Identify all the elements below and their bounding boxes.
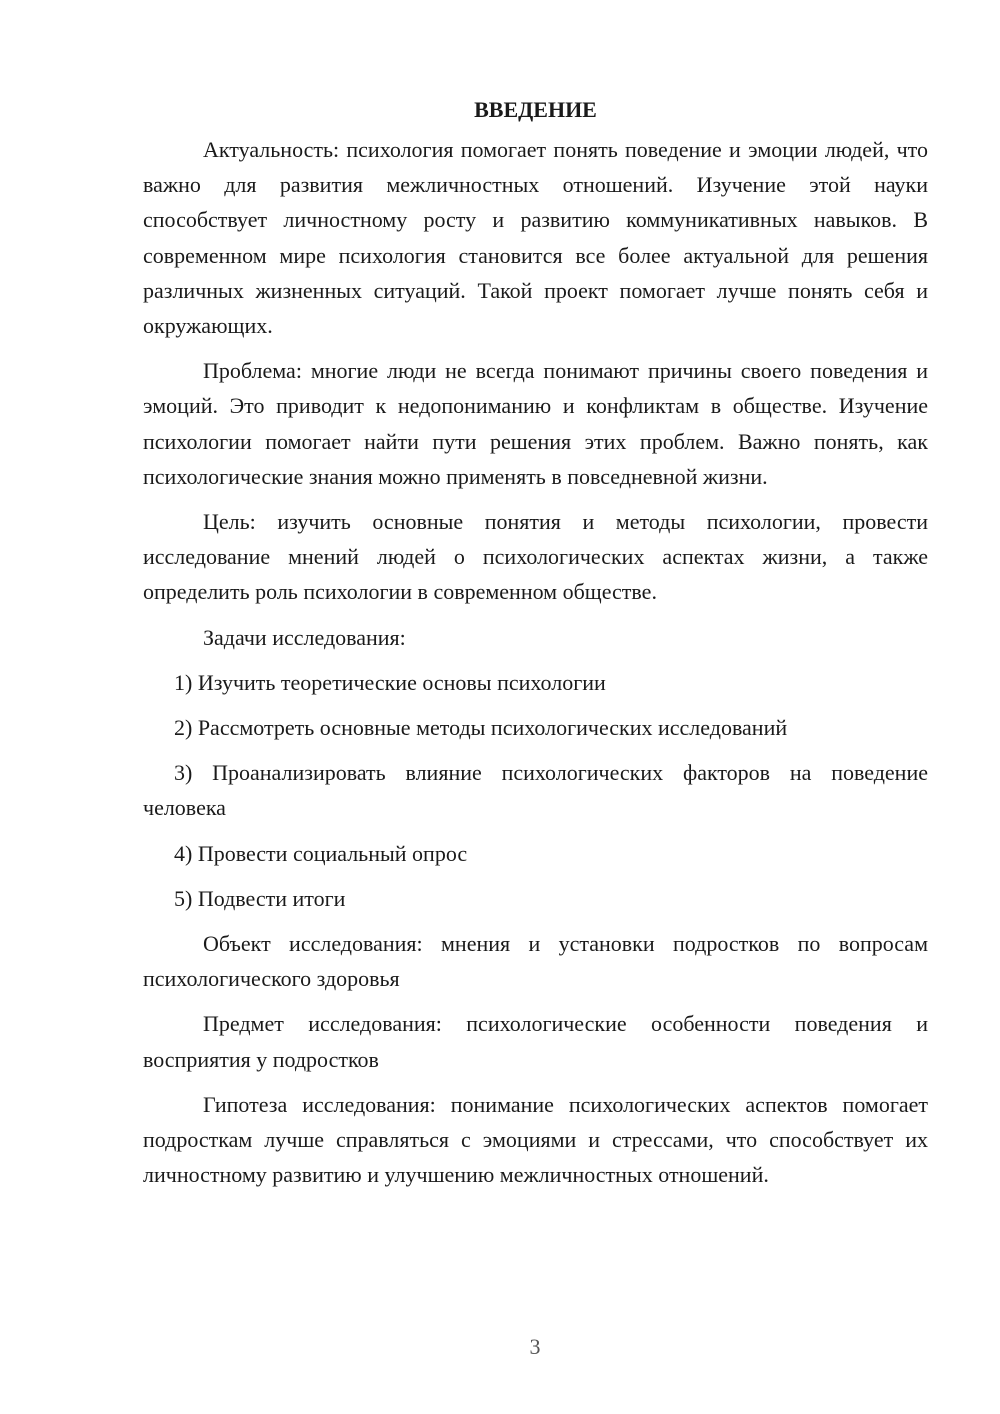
task-item-4: 4) Провести социальный опрос [174, 840, 468, 866]
research-object-paragraph: Объект исследования: мнения и установки подростков по вопросам психологического здоровья [143, 931, 928, 992]
tasks-heading: Задачи исследования: [203, 624, 406, 650]
task-item-2: 2) Рассмотреть основные методы психологических исследований [174, 715, 788, 741]
task-item-5: 5) Подвести итоги [174, 885, 346, 911]
page-number: 3 [529, 1334, 541, 1359]
page-title: ВВЕДЕНИЕ [474, 97, 597, 122]
goal-paragraph: Цель: изучить основные понятия и методы психологии, провести исследование мнений людей о психологических аспектах жизни, а также определить роль психологии в современном обществе. [143, 509, 928, 605]
relevance-paragraph: Актуальность: психология помогает понять поведение и эмоции людей, что важно для развития межличностных отношений. Изучение этой науки способствует личностному росту и развитию коммуникативных навыков. В современном мире психология становится все более актуальной для решения различных жизненных ситуаций. Такой проект помогает лучше понять себя и окружающих. [143, 137, 928, 339]
research-subject-paragraph: Предмет исследования: психологические особенности поведения и восприятия у подростков [143, 1011, 928, 1072]
document-page [143, 92, 928, 1202]
hypothesis-paragraph: Гипотеза исследования: понимание психологических аспектов помогает подросткам лучше справляться с эмоциями и стрессами, что способствует их личностному развитию и улучшению межличностных отношений. [143, 1091, 928, 1188]
problem-paragraph: Проблема: многие люди не всегда понимают причины своего поведения и эмоций. Это приводит к недопониманию и конфликтам в обществе. Изучение психологии помогает найти пути решения этих проблем. Важно понять, как психологические знания можно применять в повседневной жизни. [143, 358, 928, 489]
task-item-3: 3) Проанализировать влияние психологических факторов на поведение человека [143, 760, 928, 821]
task-item-1: 1) Изучить теоретические основы психологии [174, 669, 606, 695]
